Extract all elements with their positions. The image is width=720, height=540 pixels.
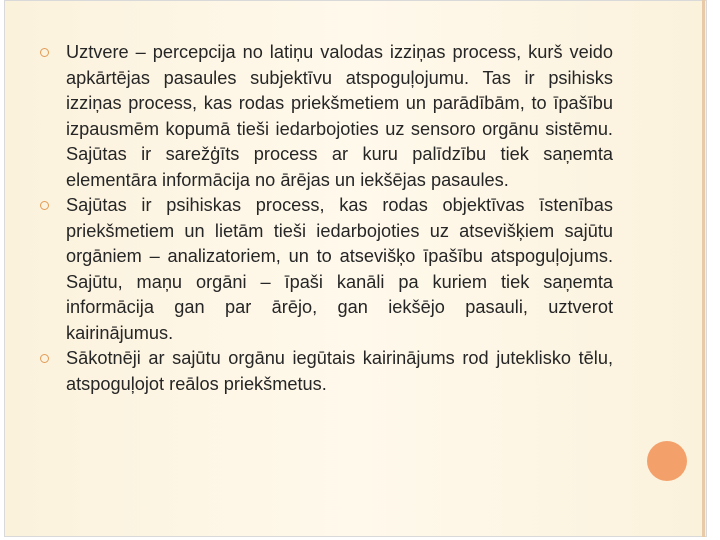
- bullet-text: Uztvere – percepcija no latiņu valodas izziņas process, kurš veido apkārtējas pasaules subjektīvu atspoguļojumu. Tas ir psihisks izziņas process, kas rodas priekšmetiem un parādībām, to īpašību izpausmēm kopumā tieši iedarbojoties uz sensoro orgānu sistēmu. Sajūtas ir sarežģīts process ar kuru palīdzību tiek saņemta elementāra informācija no ārējas un iekšējas pasaules.: [66, 42, 613, 190]
- bullet-text: Sajūtas ir psihiskas process, kas rodas objektīvas īstenības priekšmetiem un lietām tieši iedarbojoties uz atsevišķiem sajūtu orgāniem – analizatoriem, un to atsevišķo īpašību atspoguļojums. Sajūtu, maņu orgāni – īpaši kanāli pa kuriem tiek saņemta informācija gan par ārējo, gan iekšējo pasauli, uztverot kairinājumus.: [66, 195, 613, 343]
- bullet-item-3: [40, 346, 613, 397]
- decorative-circle: [647, 441, 687, 481]
- ring-bullet-icon: [40, 354, 49, 363]
- bullet-item-1: [40, 40, 613, 193]
- slide-right-edge-bar: [702, 0, 705, 537]
- slide-content: [40, 40, 613, 397]
- ring-bullet-icon: [40, 48, 49, 57]
- bullet-item-2: [40, 193, 613, 346]
- bullet-text: Sākotnēji ar sajūtu orgānu iegūtais kairinājums rod juteklisko tēlu, atspoguļojot reālos priekšmetus.: [66, 348, 613, 394]
- bullet-list: [40, 40, 613, 397]
- ring-bullet-icon: [40, 201, 49, 210]
